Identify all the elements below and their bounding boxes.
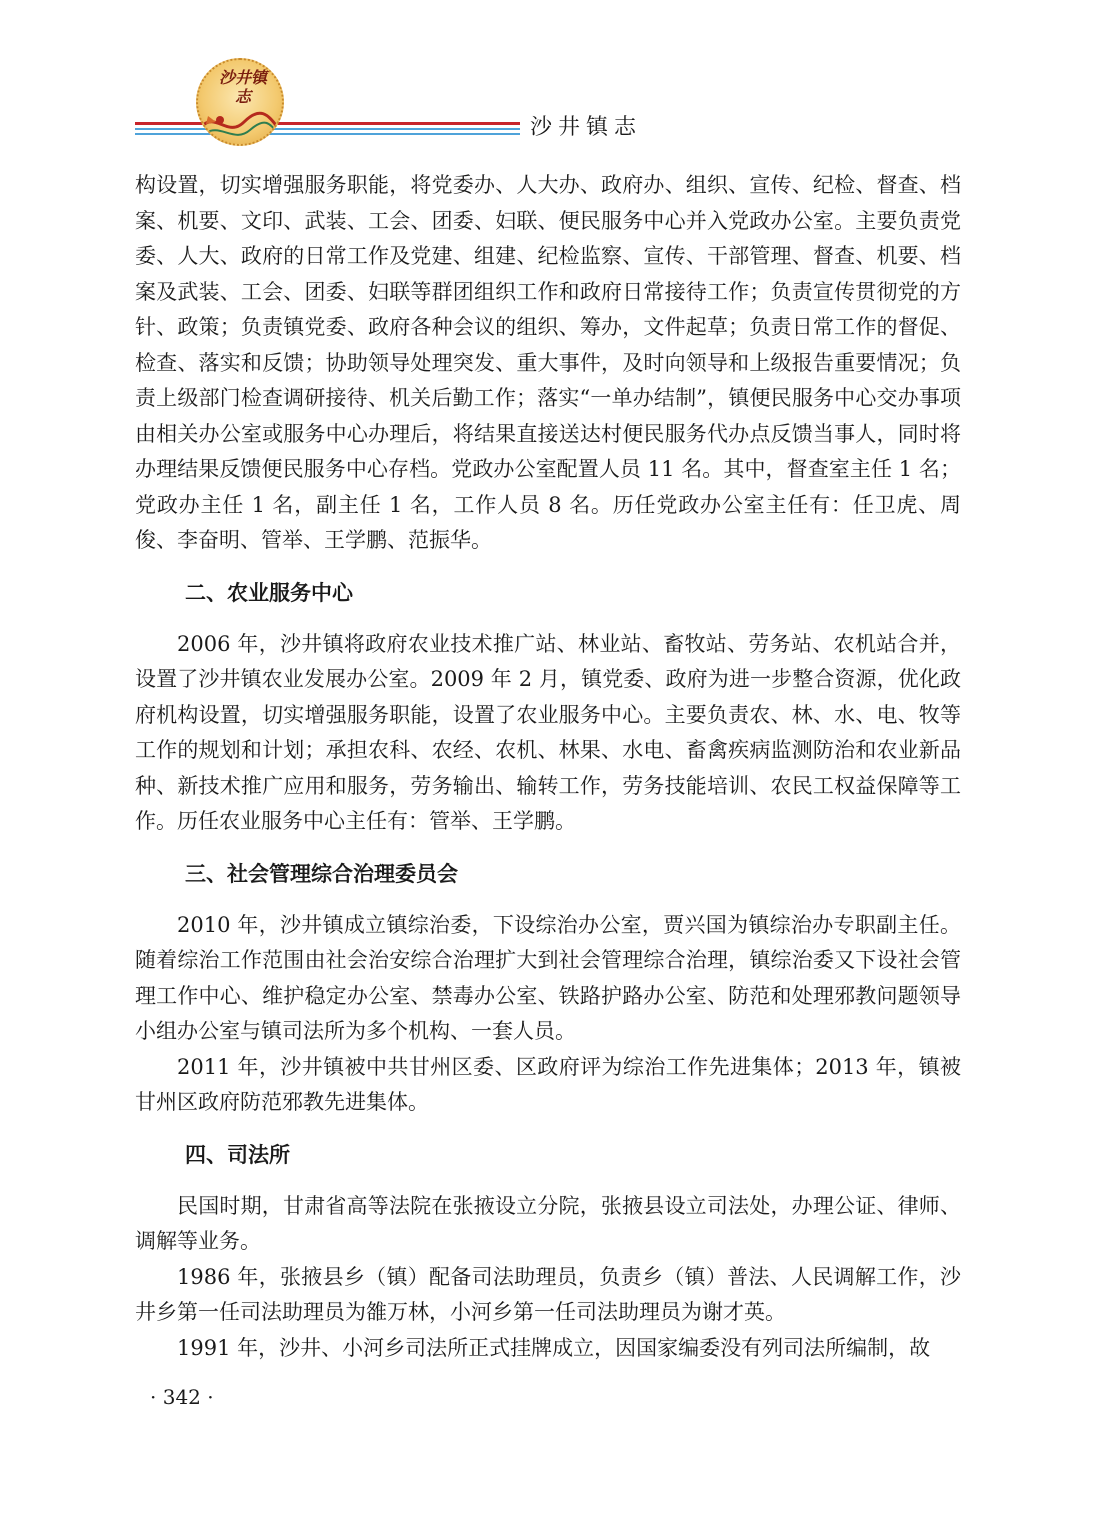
page-body <box>135 168 961 1366</box>
page-header <box>0 0 1093 150</box>
running-header-title: 沙井镇志 <box>530 115 643 140</box>
section-heading-judicial: 四、司法所 <box>185 1142 290 1167</box>
section-heading-governance: 三、社会管理综合治理委员会 <box>185 861 458 886</box>
book-logo-emblem <box>196 58 284 146</box>
section-heading-agriculture: 二、农业服务中心 <box>185 580 353 605</box>
paragraph-judicial-1: 民国时期，甘肃省高等法院在张掖设立分院，张掖县设立司法处，办理公证、律师、调解等业务。 <box>135 1193 961 1253</box>
page-number: · 342 · <box>150 1385 214 1409</box>
header-rule-blue <box>135 128 520 130</box>
header-rule-blue-lower <box>135 133 520 135</box>
paragraph-judicial-2: 1986 年，张掖县乡（镇）配备司法助理员，负责乡（镇）普法、人民调解工作，沙井乡第一任司法助理员为雒万林，小河乡第一任司法助理员为谢才英。 <box>135 1264 961 1324</box>
paragraph-agriculture: 2006 年，沙井镇将政府农业技术推广站、林业站、畜牧站、劳务站、农机站合并，设置了沙井镇农业发展办公室。2009 年 2 月，镇党委、政府为进一步整合资源，优化政府机构设置，切实增强服务职能，设置了农业服务中心。主要负责农、林、水、电、牧等工作的规划和计划；承担农科、农经、农机、林果、水电、畜禽疾病监测防治和农业新品种、新技术推广应用和服务，劳务输出、输转工作，劳务技能培训、农民工权益保障等工作。历任农业服务中心主任有：管举、王学鹏。 <box>135 631 961 833</box>
paragraph-judicial-3: 1991 年，沙井、小河乡司法所正式挂牌成立，因国家编委没有列司法所编制，故 <box>177 1335 931 1360</box>
paragraph-governance-2: 2011 年，沙井镇被中共甘州区委、区政府评为综治工作先进集体；2013 年，镇被甘州区政府防范邪教先进集体。 <box>135 1054 961 1114</box>
logo-lettering: 沙井镇志 <box>218 68 267 106</box>
paragraph-party-office: 构设置，切实增强服务职能，将党委办、人大办、政府办、组织、宣传、纪检、督查、档案、机要、文印、武装、工会、团委、妇联、便民服务中心并入党政办公室。主要负责党委、人大、政府的日常工作及党建、组建、纪检监察、宣传、干部管理、督查、机要、档案及武装、工会、团委、妇联等群团组织工作和政府日常接待工作；负责宣传贯彻党的方针、政策；负责镇党委、政府各种会议的组织、筹办，文件起草；负责日常工作的督促、检查、落实和反馈；协助领导处理突发、重大事件，及时向领导和上级报告重要情况；负责上级部门检查调研接待、机关后勤工作；落实“一单办结制”，镇便民服务中心交办事项由相关办公室或服务中心办理后，将结果直接送达村便民服务代办点反馈当事人，同时将办理结果反馈便民服务中心存档。党政办公室配置人员 11 名。其中，督查室主任 1 名；党政办主任 1 名，副主任 1 名，工作人员 8 名。历任党政办公室主任有：任卫虎、周俊、李奋明、管举、王学鹏、范振华。 <box>135 173 961 552</box>
paragraph-governance-1: 2010 年，沙井镇成立镇综治委，下设综治办公室，贾兴国为镇综治办专职副主任。随着综治工作范围由社会治安综合治理扩大到社会管理综合治理，镇综治委又下设社会管理工作中心、维护稳定办公室、禁毒办公室、铁路护路办公室、防范和处理邪教问题领导小组办公室与镇司法所为多个机构、一套人员。 <box>135 912 961 1043</box>
logo-phoenix-icon <box>198 104 282 144</box>
header-rule-red <box>135 122 520 125</box>
